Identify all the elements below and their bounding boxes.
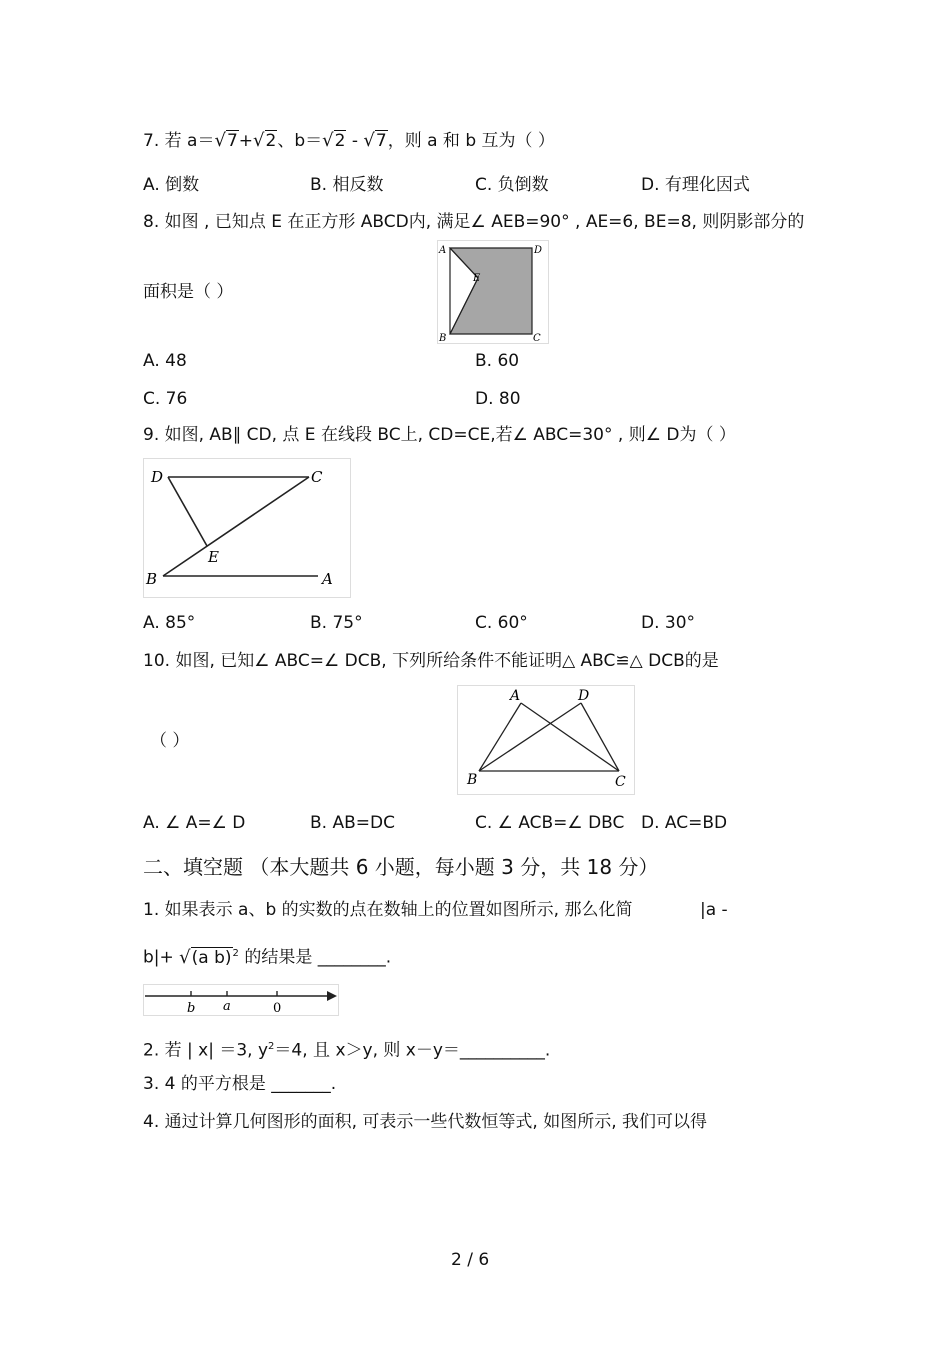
page-number: 2 / 6	[451, 1250, 490, 1270]
label-zero: 0	[273, 1001, 282, 1016]
q9-option-d: D. 30°	[641, 613, 696, 633]
q9-stem: 9. 如图, AB∥ CD, 点 E 在线段 BC上, CD=CE,若∠ ABC=30° , 则∠ D为（ ）	[143, 425, 736, 445]
f1-stem: 1. 如果表示 a、b 的实数的点在数轴上的位置如图所示, 那么化简	[143, 900, 633, 920]
label-a: A	[322, 570, 333, 588]
f4-stem: 4. 通过计算几何图形的面积, 可表示一些代数恒等式, 如图所示, 我们可以得	[143, 1112, 708, 1132]
label-b: B	[146, 570, 158, 588]
q7-option-c: C. 负倒数	[475, 175, 549, 195]
q8-option-c: C. 76	[143, 389, 188, 409]
f2-stem: 2. 若 | x| ＝3, $y^2=4$, 且 x＞y, 则 x－y＝__________.	[143, 1040, 551, 1061]
q9-option-c: C. 60°	[475, 613, 528, 633]
q9-option-a: A. 85°	[143, 613, 196, 633]
f1-number-line	[143, 984, 339, 1016]
q7-option-a: A. 倒数	[143, 175, 200, 195]
label-b: B	[439, 333, 447, 344]
q10-option-c: C. ∠ ACB=∠ DBC	[475, 813, 625, 833]
q7-option-d: D. 有理化因式	[641, 175, 750, 195]
q9-option-b: B. 75°	[310, 613, 363, 633]
label-d: D	[578, 688, 590, 704]
label-d: D	[151, 468, 164, 486]
f3-stem: 3. 4 的平方根是 _______.	[143, 1074, 337, 1094]
label-b: B	[467, 772, 478, 788]
q10-triangles-figure	[457, 685, 635, 795]
label-c: C	[615, 774, 626, 790]
q8-stem: 8. 如图 , 已知点 E 在正方形 ABCD内, 满足∠ AEB=90° , AE=6, BE=8, 则阴影部分的	[143, 212, 805, 232]
label-a: A	[439, 245, 447, 256]
q10-stem: 10. 如图, 已知∠ ABC=∠ DCB, 下列所给条件不能证明△ ABC≌△ DCB的是	[143, 651, 719, 671]
label-c: C	[533, 333, 541, 344]
q10-option-b: B. AB=DC	[310, 813, 395, 833]
label-b: b	[187, 1001, 196, 1016]
label-e: E	[208, 548, 219, 566]
q8-stem-cont: 面积是（ ）	[143, 282, 234, 302]
q8-square-figure	[437, 240, 549, 344]
f1-stem-abs: |a -	[700, 900, 728, 920]
label-e: E	[473, 273, 481, 284]
q8-option-d: D. 80	[475, 389, 521, 409]
f1-stem-cont: b|+ √(a b)$^2$ 的结果是 ________.	[143, 946, 392, 968]
q10-option-a: A. ∠ A=∠ D	[143, 813, 246, 833]
label-a: a	[223, 999, 231, 1014]
q10-stem-cont: （ ）	[150, 731, 190, 751]
q7-stem: 7. 若 a＝√7+√2、b＝√2 - √7，则 a 和 b 互为（ ）	[143, 130, 555, 151]
q7-option-b: B. 相反数	[310, 175, 384, 195]
q8-option-b: B. 60	[475, 351, 520, 371]
label-c: C	[311, 468, 323, 486]
label-a: A	[510, 688, 521, 704]
q8-option-a: A. 48	[143, 351, 187, 371]
section-heading-fill-in: 二、填空题 （本大题共 6 小题，每小题 3 分，共 18 分）	[143, 855, 659, 879]
label-d: D	[534, 245, 543, 256]
q9-parallel-figure	[143, 458, 351, 598]
q10-option-d: D. AC=BD	[641, 813, 728, 833]
